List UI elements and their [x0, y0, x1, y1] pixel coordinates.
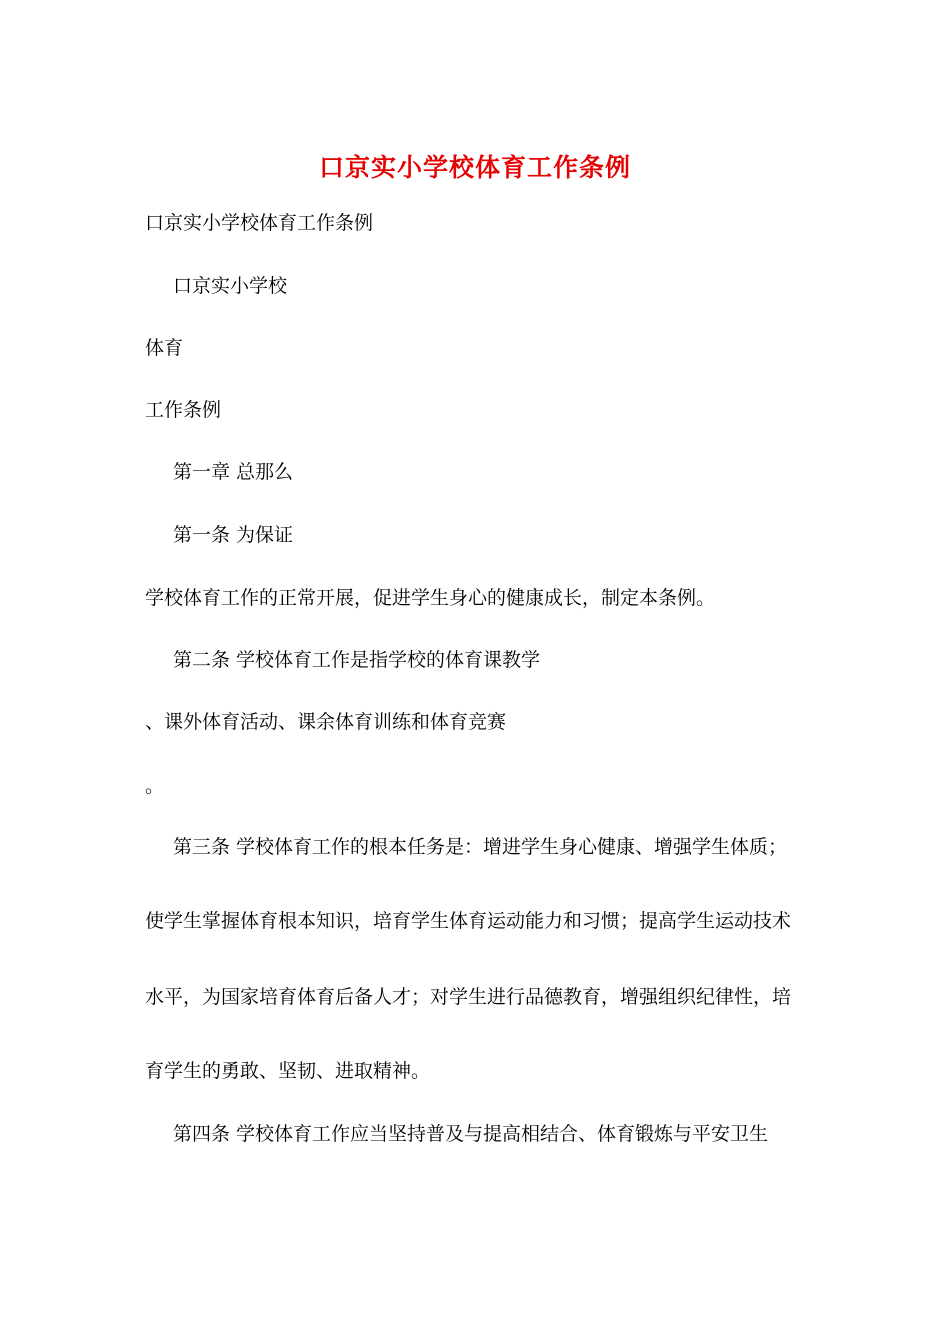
- paragraph-line: 第二条 学校体育工作是指学校的体育课教学: [173, 649, 541, 671]
- paragraph-line: 口京实小学校: [173, 275, 288, 297]
- paragraph-line: 水平，为国家培育体育后备人才；对学生进行品德教育，增强组织纪律性，培: [145, 986, 792, 1008]
- paragraph-line: 学校体育工作的正常开展，促进学生身心的健康成长，制定本条例。: [145, 587, 716, 609]
- paragraph-line: 、课外体育活动、课余体育训练和体育竞赛: [145, 711, 507, 733]
- paragraph-line: 第一条 为保证: [173, 524, 294, 546]
- paragraph-line: 。: [145, 775, 165, 797]
- paragraph-line: 第四条 学校体育工作应当坚持普及与提高相结合、体育锻炼与平安卫生: [173, 1123, 769, 1145]
- paragraph-line: 体育: [145, 337, 184, 359]
- paragraph-line: 工作条例: [145, 399, 222, 421]
- paragraph-line: 第三条 学校体育工作的根本任务是：增进学生身心健康、增强学生体质；: [173, 836, 788, 858]
- paragraph-line: 使学生掌握体育根本知识，培育学生体育运动能力和习惯；提高学生运动技术: [145, 910, 792, 932]
- paragraph-line: 口京实小学校体育工作条例: [145, 212, 374, 234]
- document-title: 口京实小学校体育工作条例: [318, 153, 631, 182]
- chapter-heading: 第一章 总那么: [173, 461, 294, 483]
- paragraph-line: 育学生的勇敢、坚韧、进取精神。: [145, 1060, 431, 1082]
